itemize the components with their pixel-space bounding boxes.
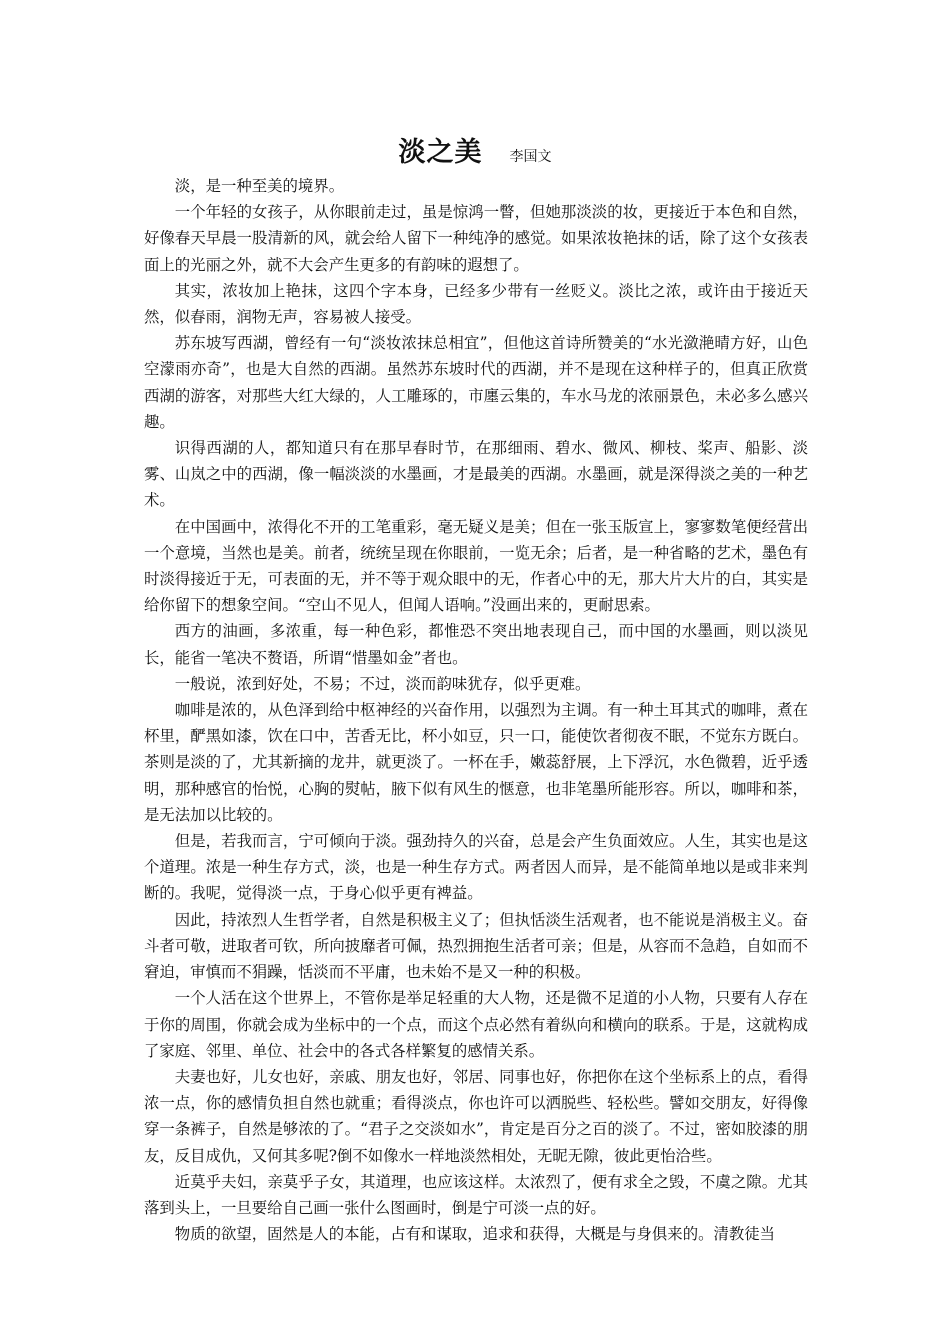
paragraph: 夫妻也好，儿女也好，亲戚、朋友也好，邻居、同事也好，你把你在这个坐标系上的点，看得浓一点，你的感情负担自然也就重；看得淡点，你也许可以洒脱些、轻松些。譬如交朋友，好得像穿一条裤子，自然是够浓的了。“君子之交淡如水”，肯定是百分之百的淡了。不过，密如胶漆的朋友，反目成仇，又何其多呢?倒不如像水一样地淡然相处，无昵无隙，彼此更怡洽些。 [144, 1067, 808, 1165]
title-row [0, 130, 950, 169]
paragraph: 苏东坡写西湖，曾经有一句“淡妆浓抹总相宜”，但他这首诗所赞美的“水光潋滟晴方好，山色空濛雨亦奇”，也是大自然的西湖。虽然苏东坡时代的西湖，并不是现在这种样子的，但真正欣赏西湖的游客，对那些大红大绿的，人工雕琢的，市廛云集的，车水马龙的浓丽景色，未必多么感兴趣。 [144, 334, 808, 431]
paragraph: 咖啡是浓的，从色泽到给中枢神经的兴奋作用，以强烈为主调。有一种土耳其式的咖啡，煮在杯里，酽黑如漆，饮在口中，苦香无比，杯小如豆，只一口，能使饮者彻夜不眠，不觉东方既白。茶则是淡的了，尤其新摘的龙井，就更淡了。一杯在手，嫩蕊舒展，上下浮沉，水色微碧，近乎透明，那种感官的怡悦，心胸的熨帖，腋下似有风生的惬意，也非笔墨所能形容。所以，咖啡和茶，是无法加以比较的。 [144, 701, 808, 824]
paragraph: 在中国画中，浓得化不开的工笔重彩，毫无疑义是美；但在一张玉版宣上，寥寥数笔便经营出一个意境，当然也是美。前者，统统呈现在你眼前，一览无余；后者，是一种省略的艺术，墨色有时淡得接近于无，可表面的无，并不等于观众眼中的无，作者心中的无，那大片大片的白，其实是给你留下的想象空间。“空山不见人，但闻人语响。”没画出来的，更耐思索。 [144, 517, 808, 615]
paragraph: 淡，是一种至美的境界。 [174, 177, 345, 195]
paragraph: 近莫乎夫妇，亲莫乎子女，其道理，也应该这样。太浓烈了，便有求全之毁，不虞之隙。尤其落到头上，一旦要给自己画一张什么图画时，倒是宁可淡一点的好。 [144, 1172, 808, 1217]
paragraph: 其实，浓妆加上艳抹，这四个字本身，已经多少带有一丝贬义。淡比之浓，或许由于接近天然，似春雨，润物无声，容易被人接受。 [144, 281, 808, 327]
document-title: 淡之美 [398, 137, 483, 168]
author-name: 李国文 [509, 149, 552, 165]
paragraph: 但是，若我而言，宁可倾向于淡。强劲持久的兴奋，总是会产生负面效应。人生，其实也是这个道理。浓是一种生存方式，淡，也是一种生存方式。两者因人而异，是不能简单地以是或非来判断的。我呢，觉得淡一点，于身心似乎更有裨益。 [144, 832, 808, 903]
article-body [144, 173, 808, 1247]
paragraph: 一个年轻的女孩子，从你眼前走过，虽是惊鸿一瞥，但她那淡淡的妆，更接近于本色和自然，好像春天早晨一股清新的风，就会给人留下一种纯净的感觉。如果浓妆艳抹的话，除了这个女孩表面上的光丽之外，就不大会产生更多的有韵味的遐想了。 [144, 203, 808, 274]
paragraph: 西方的油画，多浓重，每一种色彩，都惟恐不突出地表现自己，而中国的水墨画，则以淡见长，能省一笔决不赘语，所谓“惜墨如金”者也。 [144, 622, 808, 667]
paragraph: 一个人活在这个世界上，不管你是举足轻重的大人物，还是微不足道的小人物，只要有人存在于你的周围，你就会成为坐标中的一个点，而这个点必然有着纵向和横向的联系。于是，这就构成了家庭、邻里、单位、社会中的各式各样繁复的感情关系。 [144, 989, 808, 1060]
paragraph: 因此，持浓烈人生哲学者，自然是积极主义了；但执恬淡生活观者，也不能说是消极主义。奋斗者可敬，进取者可钦，所向披靡者可佩，热烈拥抱生活者可亲；但是，从容而不急趋，自如而不窘迫，审慎而不狷躁，恬淡而不平庸，也未始不是又一种的积极。 [144, 910, 808, 982]
paragraph: 识得西湖的人，都知道只有在那早春时节，在那细雨、碧水、微风、柳枝、桨声、船影、淡雾、山岚之中的西湖，像一幅淡淡的水墨画，才是最美的西湖。水墨画，就是深得淡之美的一种艺术。 [144, 439, 808, 510]
paragraph: 一般说，浓到好处，不易；不过，淡而韵味犹存，似乎更难。 [174, 674, 591, 693]
paragraph: 物质的欲望，固然是人的本能，占有和谋取，追求和获得，大概是与身俱来的。清教徒当 [174, 1225, 776, 1244]
